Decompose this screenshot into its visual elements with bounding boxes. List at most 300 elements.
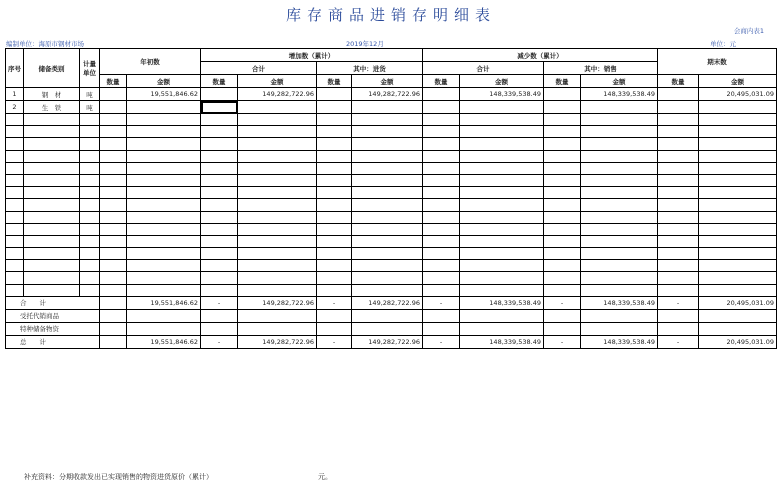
row-open-qty[interactable]: [100, 88, 127, 101]
empty-cell[interactable]: [544, 114, 581, 126]
empty-cell[interactable]: [423, 114, 460, 126]
special_reserve-sal-amt[interactable]: [581, 322, 658, 335]
row-sal-amt[interactable]: 148,339,538.49: [581, 88, 658, 101]
empty-cell[interactable]: [581, 162, 658, 174]
row-dec-amt[interactable]: 148,339,538.49: [460, 88, 544, 101]
row-sal-amt[interactable]: [581, 101, 658, 114]
empty-cell[interactable]: [423, 199, 460, 211]
row-dec-qty[interactable]: [423, 88, 460, 101]
empty-cell[interactable]: [544, 223, 581, 235]
empty-cell[interactable]: [80, 199, 100, 211]
empty-cell[interactable]: [24, 211, 80, 223]
empty-cell[interactable]: [127, 223, 201, 235]
empty-cell[interactable]: [658, 162, 699, 174]
empty-cell[interactable]: [544, 187, 581, 199]
empty-cell[interactable]: [352, 199, 423, 211]
empty-cell[interactable]: [127, 211, 201, 223]
empty-cell[interactable]: [658, 126, 699, 138]
empty-cell[interactable]: [460, 126, 544, 138]
empty-cell[interactable]: [100, 223, 127, 235]
empty-cell[interactable]: [201, 284, 238, 296]
empty-cell[interactable]: [238, 150, 317, 162]
empty-cell[interactable]: [352, 248, 423, 260]
empty-cell[interactable]: [6, 248, 24, 260]
empty-cell[interactable]: [658, 187, 699, 199]
empty-cell[interactable]: [544, 260, 581, 272]
empty-cell[interactable]: [699, 114, 777, 126]
grand_total-open-amt[interactable]: 19,551,846.62: [127, 335, 201, 348]
empty-cell[interactable]: [100, 150, 127, 162]
empty-cell[interactable]: [460, 235, 544, 247]
empty-cell[interactable]: [201, 235, 238, 247]
empty-cell[interactable]: [317, 150, 352, 162]
empty-cell[interactable]: [581, 235, 658, 247]
empty-cell[interactable]: [699, 248, 777, 260]
empty-cell[interactable]: [100, 126, 127, 138]
empty-cell[interactable]: [352, 284, 423, 296]
empty-cell[interactable]: [352, 260, 423, 272]
empty-cell[interactable]: [423, 272, 460, 284]
row-pur-amt[interactable]: 149,282,722.96: [352, 88, 423, 101]
empty-cell[interactable]: [201, 199, 238, 211]
empty-cell[interactable]: [581, 199, 658, 211]
empty-cell[interactable]: [6, 187, 24, 199]
empty-cell[interactable]: [581, 211, 658, 223]
empty-cell[interactable]: [352, 162, 423, 174]
empty-cell[interactable]: [658, 199, 699, 211]
row-pur-amt[interactable]: [352, 101, 423, 114]
grand_total-close-qty[interactable]: -: [658, 335, 699, 348]
empty-cell[interactable]: [658, 260, 699, 272]
row-inc-amt[interactable]: 149,282,722.96: [238, 88, 317, 101]
empty-cell[interactable]: [423, 248, 460, 260]
totals-open-amt[interactable]: 19,551,846.62: [127, 296, 201, 309]
empty-cell[interactable]: [352, 235, 423, 247]
totals-pur-qty[interactable]: -: [317, 296, 352, 309]
empty-cell[interactable]: [201, 114, 238, 126]
row-close-qty[interactable]: [658, 101, 699, 114]
empty-cell[interactable]: [24, 248, 80, 260]
empty-cell[interactable]: [24, 138, 80, 150]
empty-cell[interactable]: [581, 223, 658, 235]
empty-cell[interactable]: [423, 211, 460, 223]
empty-cell[interactable]: [201, 174, 238, 186]
totals-dec-qty[interactable]: -: [423, 296, 460, 309]
special_reserve-inc-amt[interactable]: [238, 322, 317, 335]
row-category[interactable]: 生 铁: [24, 101, 80, 114]
empty-cell[interactable]: [80, 150, 100, 162]
empty-cell[interactable]: [699, 272, 777, 284]
empty-cell[interactable]: [317, 284, 352, 296]
empty-cell[interactable]: [460, 211, 544, 223]
empty-cell[interactable]: [238, 114, 317, 126]
empty-cell[interactable]: [581, 126, 658, 138]
empty-cell[interactable]: [460, 138, 544, 150]
empty-cell[interactable]: [100, 211, 127, 223]
empty-cell[interactable]: [6, 138, 24, 150]
special_reserve-close-qty[interactable]: [658, 322, 699, 335]
row-inc-amt[interactable]: [238, 101, 317, 114]
empty-cell[interactable]: [24, 187, 80, 199]
row-close-qty[interactable]: [658, 88, 699, 101]
empty-cell[interactable]: [80, 138, 100, 150]
empty-cell[interactable]: [6, 211, 24, 223]
empty-cell[interactable]: [460, 199, 544, 211]
consigned-close-qty[interactable]: [658, 309, 699, 322]
empty-cell[interactable]: [201, 162, 238, 174]
empty-cell[interactable]: [544, 272, 581, 284]
empty-cell[interactable]: [544, 162, 581, 174]
special_reserve-pur-amt[interactable]: [352, 322, 423, 335]
empty-cell[interactable]: [127, 284, 201, 296]
empty-cell[interactable]: [581, 272, 658, 284]
empty-cell[interactable]: [24, 114, 80, 126]
empty-cell[interactable]: [352, 126, 423, 138]
grand_total-inc-amt[interactable]: 149,282,722.96: [238, 335, 317, 348]
empty-cell[interactable]: [352, 150, 423, 162]
empty-cell[interactable]: [6, 199, 24, 211]
empty-cell[interactable]: [352, 211, 423, 223]
empty-cell[interactable]: [317, 114, 352, 126]
empty-cell[interactable]: [352, 174, 423, 186]
grand_total-dec-amt[interactable]: 148,339,538.49: [460, 335, 544, 348]
empty-cell[interactable]: [238, 174, 317, 186]
totals-sal-amt[interactable]: 148,339,538.49: [581, 296, 658, 309]
special_reserve-pur-qty[interactable]: [317, 322, 352, 335]
empty-cell[interactable]: [6, 126, 24, 138]
consigned-close-amt[interactable]: [699, 309, 777, 322]
totals-dec-amt[interactable]: 148,339,538.49: [460, 296, 544, 309]
empty-cell[interactable]: [423, 126, 460, 138]
empty-cell[interactable]: [581, 187, 658, 199]
empty-cell[interactable]: [24, 284, 80, 296]
empty-cell[interactable]: [100, 235, 127, 247]
empty-cell[interactable]: [127, 272, 201, 284]
row-inc-qty[interactable]: [201, 101, 238, 114]
empty-cell[interactable]: [127, 199, 201, 211]
empty-cell[interactable]: [80, 235, 100, 247]
empty-cell[interactable]: [24, 235, 80, 247]
consigned-open-qty[interactable]: [100, 309, 127, 322]
consigned-sal-qty[interactable]: [544, 309, 581, 322]
empty-cell[interactable]: [658, 174, 699, 186]
empty-cell[interactable]: [80, 126, 100, 138]
empty-cell[interactable]: [100, 138, 127, 150]
empty-cell[interactable]: [544, 284, 581, 296]
empty-cell[interactable]: [24, 223, 80, 235]
empty-cell[interactable]: [317, 162, 352, 174]
empty-cell[interactable]: [699, 150, 777, 162]
totals-open-qty[interactable]: [100, 296, 127, 309]
empty-cell[interactable]: [460, 114, 544, 126]
empty-cell[interactable]: [317, 138, 352, 150]
row-seq[interactable]: 2: [6, 101, 24, 114]
empty-cell[interactable]: [100, 284, 127, 296]
empty-cell[interactable]: [460, 284, 544, 296]
empty-cell[interactable]: [24, 162, 80, 174]
empty-cell[interactable]: [544, 199, 581, 211]
empty-cell[interactable]: [80, 114, 100, 126]
empty-cell[interactable]: [581, 174, 658, 186]
consigned-inc-qty[interactable]: [201, 309, 238, 322]
special_reserve-inc-qty[interactable]: [201, 322, 238, 335]
empty-cell[interactable]: [24, 260, 80, 272]
row-open-qty[interactable]: [100, 101, 127, 114]
empty-cell[interactable]: [80, 187, 100, 199]
empty-cell[interactable]: [6, 235, 24, 247]
empty-cell[interactable]: [699, 211, 777, 223]
empty-cell[interactable]: [423, 260, 460, 272]
empty-cell[interactable]: [127, 138, 201, 150]
empty-cell[interactable]: [24, 199, 80, 211]
empty-cell[interactable]: [658, 150, 699, 162]
empty-cell[interactable]: [581, 138, 658, 150]
empty-cell[interactable]: [6, 174, 24, 186]
empty-cell[interactable]: [100, 248, 127, 260]
empty-cell[interactable]: [100, 187, 127, 199]
empty-cell[interactable]: [201, 260, 238, 272]
row-pur-qty[interactable]: [317, 101, 352, 114]
empty-cell[interactable]: [6, 114, 24, 126]
special_reserve-open-qty[interactable]: [100, 322, 127, 335]
empty-cell[interactable]: [127, 260, 201, 272]
empty-cell[interactable]: [544, 174, 581, 186]
totals-close-amt[interactable]: 20,495,031.09: [699, 296, 777, 309]
empty-cell[interactable]: [423, 187, 460, 199]
empty-cell[interactable]: [127, 235, 201, 247]
empty-cell[interactable]: [238, 187, 317, 199]
empty-cell[interactable]: [699, 235, 777, 247]
empty-cell[interactable]: [581, 150, 658, 162]
empty-cell[interactable]: [100, 162, 127, 174]
empty-cell[interactable]: [100, 199, 127, 211]
empty-cell[interactable]: [127, 174, 201, 186]
empty-cell[interactable]: [460, 187, 544, 199]
empty-cell[interactable]: [423, 162, 460, 174]
empty-cell[interactable]: [100, 272, 127, 284]
empty-cell[interactable]: [80, 162, 100, 174]
grand_total-dec-qty[interactable]: -: [423, 335, 460, 348]
empty-cell[interactable]: [6, 162, 24, 174]
empty-cell[interactable]: [238, 223, 317, 235]
empty-cell[interactable]: [699, 126, 777, 138]
row-close-amt[interactable]: [699, 101, 777, 114]
empty-cell[interactable]: [201, 272, 238, 284]
empty-cell[interactable]: [317, 211, 352, 223]
empty-cell[interactable]: [201, 211, 238, 223]
empty-cell[interactable]: [100, 174, 127, 186]
empty-cell[interactable]: [100, 260, 127, 272]
empty-cell[interactable]: [460, 150, 544, 162]
consigned-pur-qty[interactable]: [317, 309, 352, 322]
empty-cell[interactable]: [80, 174, 100, 186]
empty-cell[interactable]: [317, 248, 352, 260]
empty-cell[interactable]: [544, 235, 581, 247]
empty-cell[interactable]: [352, 114, 423, 126]
special_reserve-dec-amt[interactable]: [460, 322, 544, 335]
special_reserve-dec-qty[interactable]: [423, 322, 460, 335]
empty-cell[interactable]: [460, 248, 544, 260]
empty-cell[interactable]: [460, 223, 544, 235]
empty-cell[interactable]: [317, 272, 352, 284]
empty-cell[interactable]: [317, 260, 352, 272]
empty-cell[interactable]: [352, 138, 423, 150]
consigned-open-amt[interactable]: [127, 309, 201, 322]
empty-cell[interactable]: [317, 223, 352, 235]
row-dec-amt[interactable]: [460, 101, 544, 114]
empty-cell[interactable]: [460, 174, 544, 186]
empty-cell[interactable]: [201, 150, 238, 162]
empty-cell[interactable]: [352, 187, 423, 199]
empty-cell[interactable]: [460, 162, 544, 174]
empty-cell[interactable]: [6, 260, 24, 272]
empty-cell[interactable]: [80, 260, 100, 272]
empty-cell[interactable]: [24, 150, 80, 162]
empty-cell[interactable]: [658, 223, 699, 235]
consigned-dec-qty[interactable]: [423, 309, 460, 322]
empty-cell[interactable]: [544, 126, 581, 138]
empty-cell[interactable]: [24, 126, 80, 138]
empty-cell[interactable]: [544, 150, 581, 162]
empty-cell[interactable]: [24, 272, 80, 284]
empty-cell[interactable]: [423, 235, 460, 247]
empty-cell[interactable]: [6, 150, 24, 162]
empty-cell[interactable]: [6, 223, 24, 235]
empty-cell[interactable]: [317, 199, 352, 211]
empty-cell[interactable]: [658, 114, 699, 126]
empty-cell[interactable]: [317, 126, 352, 138]
row-open-amt[interactable]: [127, 101, 201, 114]
empty-cell[interactable]: [352, 223, 423, 235]
empty-cell[interactable]: [201, 126, 238, 138]
empty-cell[interactable]: [24, 174, 80, 186]
grand_total-close-amt[interactable]: 20,495,031.09: [699, 335, 777, 348]
empty-cell[interactable]: [238, 162, 317, 174]
totals-sal-qty[interactable]: -: [544, 296, 581, 309]
empty-cell[interactable]: [238, 260, 317, 272]
empty-cell[interactable]: [581, 284, 658, 296]
special_reserve-sal-qty[interactable]: [544, 322, 581, 335]
empty-cell[interactable]: [317, 174, 352, 186]
empty-cell[interactable]: [238, 284, 317, 296]
empty-cell[interactable]: [658, 272, 699, 284]
row-sal-qty[interactable]: [544, 88, 581, 101]
empty-cell[interactable]: [460, 260, 544, 272]
special_reserve-open-amt[interactable]: [127, 322, 201, 335]
empty-cell[interactable]: [544, 138, 581, 150]
empty-cell[interactable]: [699, 187, 777, 199]
empty-cell[interactable]: [127, 150, 201, 162]
row-close-amt[interactable]: 20,495,031.09: [699, 88, 777, 101]
grand_total-sal-qty[interactable]: -: [544, 335, 581, 348]
empty-cell[interactable]: [581, 260, 658, 272]
empty-cell[interactable]: [423, 138, 460, 150]
empty-cell[interactable]: [201, 248, 238, 260]
row-dec-qty[interactable]: [423, 101, 460, 114]
empty-cell[interactable]: [317, 235, 352, 247]
empty-cell[interactable]: [699, 284, 777, 296]
grand_total-sal-amt[interactable]: 148,339,538.49: [581, 335, 658, 348]
row-seq[interactable]: 1: [6, 88, 24, 101]
empty-cell[interactable]: [460, 272, 544, 284]
empty-cell[interactable]: [581, 248, 658, 260]
empty-cell[interactable]: [127, 126, 201, 138]
empty-cell[interactable]: [6, 272, 24, 284]
consigned-dec-amt[interactable]: [460, 309, 544, 322]
empty-cell[interactable]: [80, 284, 100, 296]
empty-cell[interactable]: [317, 187, 352, 199]
empty-cell[interactable]: [352, 272, 423, 284]
empty-cell[interactable]: [238, 211, 317, 223]
empty-cell[interactable]: [423, 150, 460, 162]
empty-cell[interactable]: [201, 138, 238, 150]
empty-cell[interactable]: [127, 187, 201, 199]
row-unit[interactable]: 吨: [80, 88, 100, 101]
empty-cell[interactable]: [658, 248, 699, 260]
empty-cell[interactable]: [80, 248, 100, 260]
totals-pur-amt[interactable]: 149,282,722.96: [352, 296, 423, 309]
empty-cell[interactable]: [699, 223, 777, 235]
consigned-inc-amt[interactable]: [238, 309, 317, 322]
row-sal-qty[interactable]: [544, 101, 581, 114]
empty-cell[interactable]: [127, 248, 201, 260]
empty-cell[interactable]: [127, 114, 201, 126]
empty-cell[interactable]: [6, 284, 24, 296]
empty-cell[interactable]: [201, 187, 238, 199]
empty-cell[interactable]: [699, 138, 777, 150]
row-category[interactable]: 钢 材: [24, 88, 80, 101]
empty-cell[interactable]: [238, 138, 317, 150]
empty-cell[interactable]: [423, 174, 460, 186]
grand_total-open-qty[interactable]: [100, 335, 127, 348]
totals-inc-amt[interactable]: 149,282,722.96: [238, 296, 317, 309]
empty-cell[interactable]: [80, 211, 100, 223]
empty-cell[interactable]: [658, 138, 699, 150]
totals-inc-qty[interactable]: -: [201, 296, 238, 309]
empty-cell[interactable]: [100, 114, 127, 126]
empty-cell[interactable]: [544, 211, 581, 223]
empty-cell[interactable]: [544, 248, 581, 260]
empty-cell[interactable]: [238, 199, 317, 211]
empty-cell[interactable]: [423, 284, 460, 296]
empty-cell[interactable]: [80, 223, 100, 235]
empty-cell[interactable]: [238, 272, 317, 284]
empty-cell[interactable]: [201, 223, 238, 235]
empty-cell[interactable]: [238, 126, 317, 138]
consigned-pur-amt[interactable]: [352, 309, 423, 322]
grand_total-pur-amt[interactable]: 149,282,722.96: [352, 335, 423, 348]
empty-cell[interactable]: [658, 235, 699, 247]
consigned-sal-amt[interactable]: [581, 309, 658, 322]
empty-cell[interactable]: [581, 114, 658, 126]
row-unit[interactable]: 吨: [80, 101, 100, 114]
empty-cell[interactable]: [658, 211, 699, 223]
empty-cell[interactable]: [80, 272, 100, 284]
grand_total-pur-qty[interactable]: -: [317, 335, 352, 348]
empty-cell[interactable]: [699, 162, 777, 174]
empty-cell[interactable]: [699, 260, 777, 272]
empty-cell[interactable]: [699, 199, 777, 211]
empty-cell[interactable]: [127, 162, 201, 174]
empty-cell[interactable]: [238, 235, 317, 247]
empty-cell[interactable]: [699, 174, 777, 186]
row-pur-qty[interactable]: [317, 88, 352, 101]
row-open-amt[interactable]: 19,551,846.62: [127, 88, 201, 101]
special_reserve-close-amt[interactable]: [699, 322, 777, 335]
totals-close-qty[interactable]: -: [658, 296, 699, 309]
grand_total-inc-qty[interactable]: -: [201, 335, 238, 348]
row-inc-qty[interactable]: [201, 88, 238, 101]
